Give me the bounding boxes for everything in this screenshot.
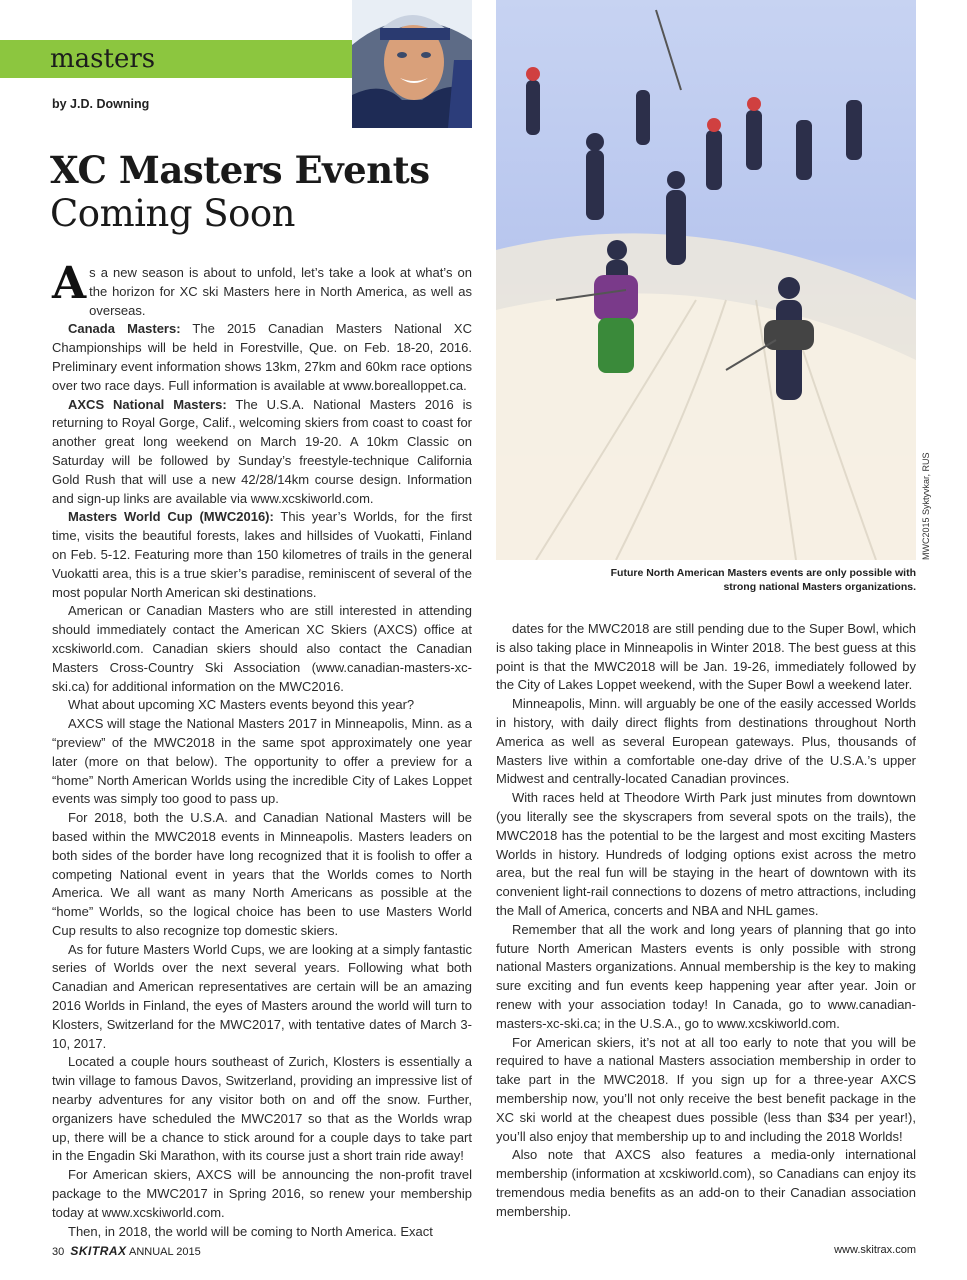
byline: by J.D. Downing — [52, 97, 150, 111]
page-number: 30 — [52, 1246, 65, 1258]
article-title: XC Masters Events — [50, 148, 430, 192]
right-column — [496, 620, 916, 1222]
paragraph: As for future Masters World Cups, we are looking at a simply fantastic series of Worlds over the next several years. Following what both Canadian and American representatives are certain will be an amazing 2016 Worlds in Finland, the eyes of Masters around the world will turn to Klosters, Switzerland for the MWC2017, with tentative dates of March 3-10, 2017. — [52, 941, 472, 1051]
page-footer — [52, 1244, 201, 1258]
paragraph: Then, in 2018, the world will be coming to North America. Exact — [68, 1223, 433, 1239]
article-subtitle: Coming Soon — [50, 192, 296, 235]
paragraph: With races held at Theodore Wirth Park just minutes from downtown (you literally see the skyscrapers from several spots on the trails), the MWC2018 has the potential to be the largest and most exciting Masters Worlds in history. Hundreds of lodging options exist across the metro area, but the real fun will be staying in the heart of downtown with its convenient light-rail connections to dozens of metro attractions, including the Mall of America, concerts and NBA and NHL games. — [496, 790, 916, 918]
paragraph: Also note that AXCS also features a media-only international membership (information at xcskiworld.com), so Canadians can enjoy its tremendous media benefits as an add-on to their Canadian association membership. — [496, 1147, 916, 1219]
paragraph: American or Canadian Masters who are still interested in attending should immediately contact the American XC Skiers (AXCS) office at xcskiworld.com. Canadian skiers should also contact the Canadian Masters Cross-Country Ski Association (www.canadian-masters-xc-ski.ca) for additional information on the MWC2016. — [52, 603, 472, 694]
issue-label: ANNUAL 2015 — [129, 1246, 201, 1258]
paragraph: Located a couple hours southeast of Zurich, Klosters is essentially a twin village to famous Davos, Switzerland, providing an impressive list of nearby adventures for any visitor both on and off the snow. Further, organizers have scheduled the MWC2017 so that as the Worlds wrap up, there will be a chance to stick around for a couple days to take part in the Engadin Ski Marathon, with its course just a short train ride away! — [52, 1054, 472, 1164]
paragraph: AXCS will stage the National Masters 2017 in Minneapolis, Minn. as a “preview” of the MWC2018 in the same spot approximately one year later (more on that below). The opportunity to offer a preview for a “home” North American Worlds using the incredible City of Lakes Loppet events was simply too good to pass up. — [52, 716, 472, 807]
lead-in: Canada Masters: — [68, 321, 181, 337]
paragraph: What about upcoming XC Masters events beyond this year? — [68, 697, 415, 713]
photo-credit: MWC2015 Syktyvkar, RUS — [921, 452, 931, 560]
paragraph: For 2018, both the U.S.A. and Canadian National Masters will be based within the MWC2018 events in Minneapolis. Masters leaders on both sides of the border have long recognized that it is foolish to offer a competing National event in years that the Worlds comes to North America. We all want as many North Americans as possible at the “home” Worlds, so the logical choice has been to use Masters World Cup results to also recognize top domestic skiers. — [52, 810, 472, 938]
photo-caption: Future North American Masters events are only possible with strong national Masters organizations. — [610, 567, 916, 593]
lead-in: AXCS National Masters: — [68, 396, 227, 412]
website-link[interactable]: www.skitrax.com — [834, 1244, 916, 1256]
paragraph: Masters World Cup (MWC2016): This year’s Worlds, for the first time, visits the beautiful forests, lakes and hillsides of Vuokatti, Finland on Feb. 5-12. Featuring more than 150 kilometres of trails in the general Vuokatti area, this is a true skier’s paradise, reminiscent of several of the most popular North American ski destinations. — [52, 509, 472, 600]
paragraph: dates for the MWC2018 are still pending due to the Super Bowl, which is also taking place in Minneapolis in Winter 2018. The best guess at this point is that the MWC2018 will be Jan. 19-26, immediately followed by the City of Lakes Loppet weekend, with the Super Bowl a weekend later. — [496, 621, 916, 693]
lead-in: Masters World Cup (MWC2016): — [68, 509, 274, 525]
intro-paragraph: As a new season is about to unfold, let’s take a look at what’s on the horizon for XC ski Masters here in North America, as well as overseas. — [52, 258, 472, 318]
paragraph: Canada Masters: The 2015 Canadian Masters National XC Championships will be held in Forestville, Que. on Feb. 18-20, 2016. Preliminary event information shows 13km, 27km and 60km race options over two race days. Full information is available at www.borealloppet.ca. — [52, 321, 472, 393]
paragraph: AXCS National Masters: The U.S.A. National Masters 2016 is returning to Royal Gorge, Calif., welcoming skiers from coast to coast for another great long weekend on March 19-20. A 10km Classic on Saturday will be followed by Sunday’s freestyle-technique California Gold Rush that will use a new 42/28/14km course design. Information and sign-up links are available via www.xcskiworld.com. — [52, 396, 473, 506]
section-label: masters — [50, 44, 156, 74]
author-portrait — [352, 0, 472, 128]
paragraph: Remember that all the work and long years of planning that go into future North American Masters events is only possible with strong national Masters organizations. Annual membership is the key to making sure exciting and fun events keep happening year after year. Join or renew with your association today! In Canada, go to www.canadian-masters-xc-ski.ca; in the U.S.A., go to www.xcskiworld.com. — [496, 921, 916, 1031]
skiers-photo — [496, 0, 916, 560]
paragraph: For American skiers, AXCS will be announcing the non-profit travel package to the MWC2017 in Spring 2016, so renew your membership today at www.xcskiworld.com. — [52, 1167, 472, 1220]
drop-cap: A — [52, 258, 87, 309]
magazine-brand: SKITRAX — [70, 1244, 127, 1258]
paragraph: Minneapolis, Minn. will arguably be one of the easily accessed Worlds in history, with daily direct flights from destinations throughout North America as well as several European gateways. Plus, thousands of Masters live within a comfortable one-day drive of the U.S.A.’s upper Midwest and centrally-located Canadian provinces. — [496, 696, 916, 787]
paragraph: For American skiers, it’s not at all too early to note that you will be required to have a national Masters association membership in order to take part in the MWC2018. If you sign up for a three-year AXCS membership now, you’ll not only receive the best benefit package in the XC ski world at the cheapest dues possible (less than $34 per year!), you’ll also enjoy that membership up to and including the 2018 Worlds! — [496, 1034, 916, 1144]
left-column — [52, 258, 473, 1241]
